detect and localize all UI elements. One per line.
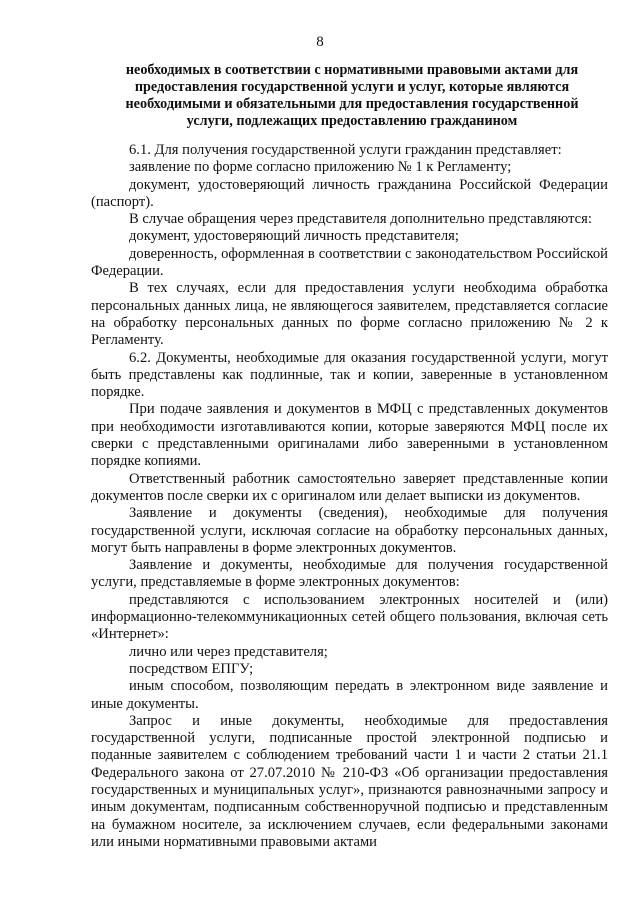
paragraph-6-1: 6.1. Для получения государственной услуги гражданин представляет: — [129, 142, 562, 158]
heading-line: необходимых в соответствии с нормативными правовыми актами для — [125, 62, 579, 78]
paragraph: лично или через представителя; — [129, 643, 328, 660]
paragraph: В случае обращения через представителя дополнительно представляются: — [129, 211, 592, 228]
paragraph: Заявление и документы (сведения), необходимые для получения государственной услуги, исключая согласие на обработку персональных данных, могут быть направлены в форме электронных документов. — [91, 505, 608, 556]
document-body — [91, 142, 608, 851]
heading-line: услуги, подлежащих предоставлению гражданином — [186, 113, 518, 129]
page-number: 8 — [316, 34, 324, 50]
paragraph: заявление по форме согласно приложению № 1 к Регламенту; — [129, 159, 512, 176]
paragraph-6-2: 6.2. Документы, необходимые для оказания государственной услуги, могут быть представлены как подлинные, так и копии, заверенные в установленном порядке. — [91, 349, 608, 401]
paragraph: документ, удостоверяющий личность представителя; — [129, 228, 459, 245]
paragraph: Заявление и документы, необходимые для получения государственной услуги, представляемые в форме электронных документов: — [91, 557, 608, 591]
paragraph: документ, удостоверяющий личность гражданина Российской Федерации (паспорт). — [91, 176, 608, 210]
paragraph: Запрос и иные документы, необходимые для предоставления государственной услуги, подписанные простой электронной подписью и поданные заявителем с соблюдением требований части 1 и части 2 статьи 21.1 Федерального закона от 27.07.2010 № 210-ФЗ «Об организации предоставления государственных и муниципальных услуг», признаются равнозначными запросу и иным документам, подписанным собственноручной подписью и представленным на бумажном носителе, за исключением случаев, если федеральными законами или иными нормативными правовыми актами — [91, 712, 608, 850]
paragraph: иным способом, позволяющим передать в электронном виде заявление и иные документы. — [91, 678, 608, 712]
heading-line: необходимыми и обязательными для предоставления государственной — [125, 96, 579, 112]
paragraph: В тех случаях, если для предоставления услуги необходима обработка персональных данных лица, не являющегося заявителем, представляется согласие на обработку персональных данных по форме согласно приложению № 2 к Регламенту. — [91, 280, 608, 349]
paragraph: При подаче заявления и документов в МФЦ с представленных документов при необходимости изготавливаются копии, которые заверяются МФЦ после их сверки с представленными оригиналами либо заверенными в установленном порядке копиями. — [91, 401, 608, 470]
section-heading — [96, 62, 608, 130]
heading-line: предоставления государственной услуги и услуг, которые являются — [134, 79, 570, 95]
paragraph: доверенность, оформленная в соответствии с законодательством Российской Федерации. — [91, 245, 608, 280]
paragraph: представляются с использованием электронных носителей и (или) информационно-телекоммуникационных сетей общего пользования, включая сеть «Интернет»: — [91, 591, 608, 643]
paragraph: Ответственный работник самостоятельно заверяет представленные копии документов после сверки их с оригиналом или делает выписки из документов. — [91, 470, 608, 504]
paragraph: посредством ЕПГУ; — [129, 660, 254, 677]
